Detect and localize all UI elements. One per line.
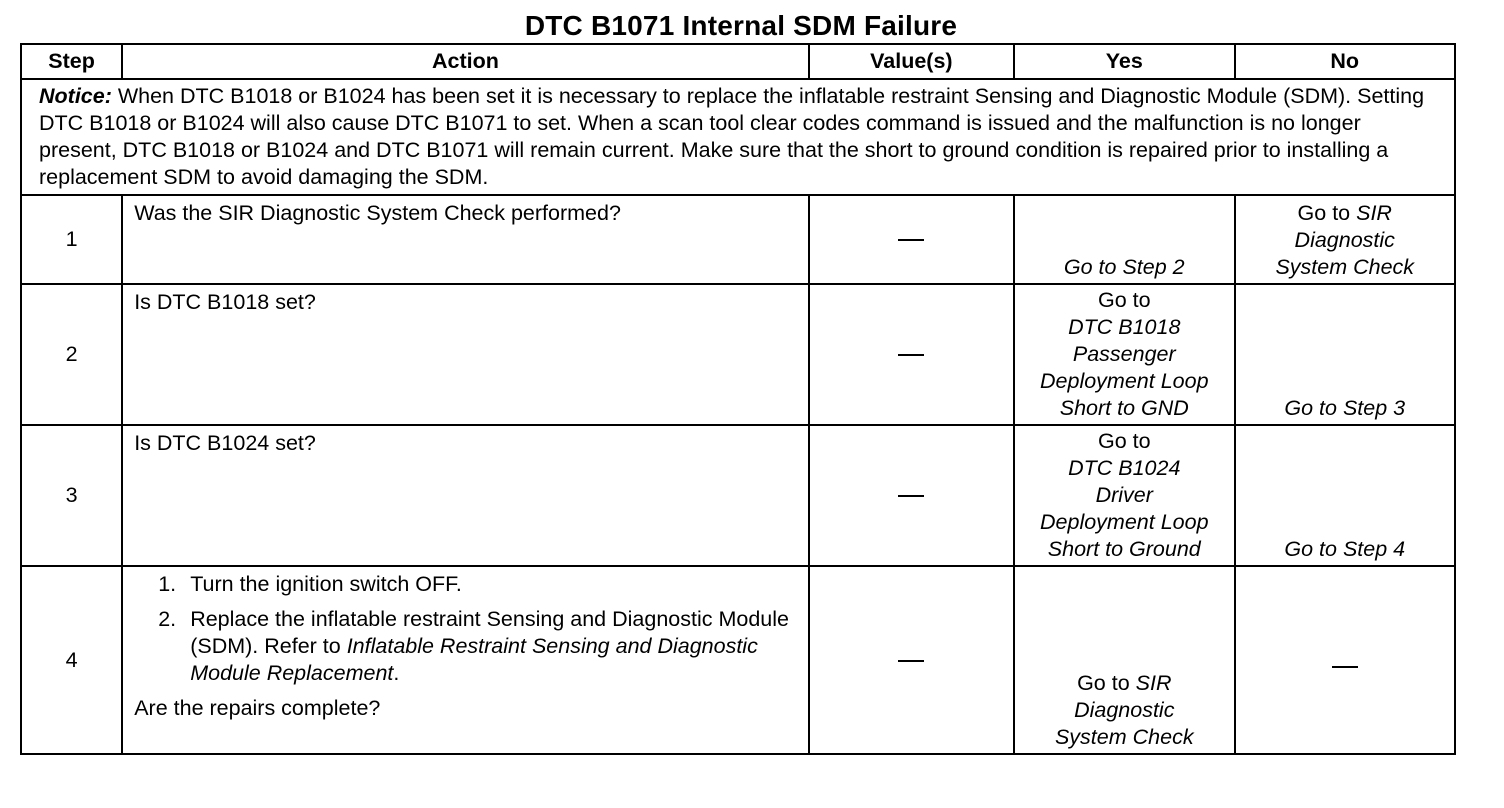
- value-cell: [809, 566, 1014, 754]
- dash-icon: [898, 660, 924, 662]
- action-text: Was the SIR Diagnostic System Check performed?: [122, 195, 808, 284]
- substep-text: [190, 606, 797, 687]
- no-line: Diagnostic: [1294, 228, 1395, 252]
- table-row: [21, 425, 1455, 566]
- diagnostic-table: [20, 43, 1456, 755]
- yes-line: System Check: [1054, 725, 1194, 749]
- dash-icon: [898, 495, 924, 497]
- list-item: [158, 606, 797, 687]
- no-cell: Go to Step 4: [1235, 425, 1456, 566]
- table-row: [21, 566, 1455, 754]
- substep-text-end: .: [393, 661, 400, 685]
- yes-line: Diagnostic: [1074, 698, 1175, 722]
- notice-text: When DTC B1018 or B1024 has been set it is necessary to replace the inflatable restraint Sensing and Diagnostic Module (SDM). Setting DTC B1018 or B1024 will also cause DTC B1071 to set. When a scan tool clear codes command is issued and the malfunction is no longer present, DTC B1018 or B1024 and DTC B1071 will remain current. Make sure that the short to ground condition is repaired prior to installing a replacement SDM to avoid damaging the SDM.: [39, 84, 1425, 189]
- no-line: SIR: [1356, 201, 1392, 225]
- yes-line: SIR: [1135, 671, 1172, 695]
- list-item: [158, 571, 797, 598]
- notice-row: [21, 79, 1455, 195]
- substep-number: 1.: [158, 572, 177, 596]
- step-number: 3: [21, 425, 122, 566]
- yes-line: DTC B1024: [1068, 456, 1181, 480]
- yes-line: Deployment Loop: [1040, 510, 1209, 534]
- header-step: Step: [21, 44, 122, 79]
- yes-cell: Go to Step 2: [1014, 195, 1234, 284]
- yes-prefix: Go to: [1097, 288, 1151, 312]
- notice-label: Notice:: [39, 84, 112, 108]
- header-row: [21, 44, 1455, 79]
- yes-prefix: Go to: [1077, 671, 1136, 695]
- table-row: [21, 284, 1455, 425]
- no-cell: [1235, 195, 1456, 284]
- yes-cell: [1014, 284, 1234, 425]
- no-cell: [1235, 566, 1456, 754]
- yes-cell: [1014, 425, 1234, 566]
- yes-prefix: Go to: [1097, 429, 1151, 453]
- yes-line: Short to GND: [1059, 396, 1189, 420]
- action-cell: [122, 566, 808, 754]
- header-action: Action: [122, 44, 808, 79]
- no-prefix: Go to: [1297, 201, 1357, 225]
- table-row: [21, 195, 1455, 284]
- yes-line: DTC B1018: [1068, 315, 1181, 339]
- step-number: 1: [21, 195, 122, 284]
- page-title: DTC B1071 Internal SDM Failure: [524, 10, 958, 41]
- yes-line: Passenger: [1072, 342, 1176, 366]
- value-cell: [809, 195, 1014, 284]
- header-yes: Yes: [1014, 44, 1234, 79]
- substep-text: Turn the ignition switch OFF.: [190, 572, 462, 596]
- notice-cell: [21, 79, 1455, 195]
- yes-line: Deployment Loop: [1040, 369, 1209, 393]
- action-text: Is DTC B1018 set?: [122, 284, 808, 425]
- value-cell: [809, 425, 1014, 566]
- dash-icon: [898, 354, 924, 356]
- no-cell: Go to Step 3: [1235, 284, 1456, 425]
- step-number: 2: [21, 284, 122, 425]
- dash-icon: [898, 239, 924, 241]
- yes-line: Short to Ground: [1047, 537, 1201, 561]
- header-values: Value(s): [809, 44, 1014, 79]
- value-cell: [809, 284, 1014, 425]
- step-number: 4: [21, 566, 122, 754]
- substep-list: [134, 571, 797, 687]
- header-no: No: [1235, 44, 1456, 79]
- question-text: Are the repairs complete?: [134, 696, 381, 720]
- substep-number: 2.: [158, 607, 177, 631]
- substep-text-part: Replace the inflatable restraint Sensing and Diagnostic Module (SDM). Refer to: [190, 607, 789, 658]
- action-text: Is DTC B1024 set?: [122, 425, 808, 566]
- reference-link: Inflatable Restraint Sensing and Diagnostic Module Replacement: [190, 634, 758, 685]
- dash-icon: [1332, 666, 1358, 668]
- no-line: System Check: [1275, 255, 1415, 279]
- yes-cell: [1014, 566, 1234, 754]
- yes-line: Driver: [1095, 483, 1153, 507]
